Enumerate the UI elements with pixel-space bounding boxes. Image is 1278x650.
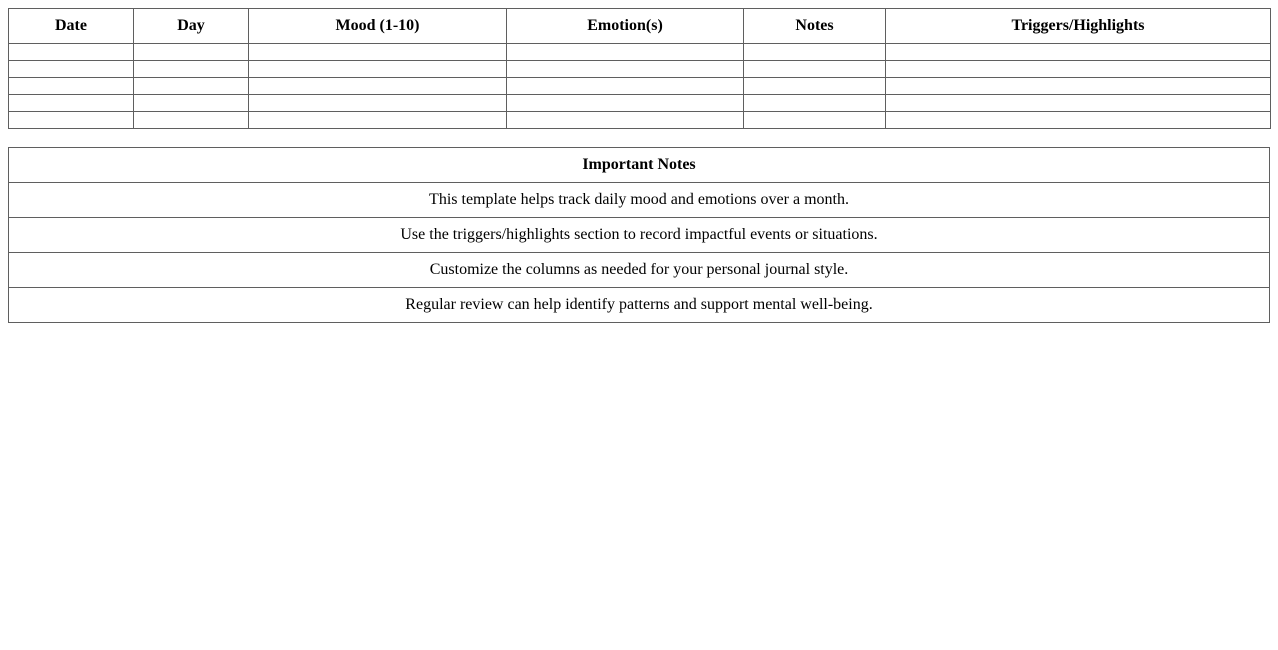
cell-notes[interactable] (744, 78, 886, 95)
note-text: Regular review can help identify patterns and support mental well-being. (9, 288, 1270, 323)
table-row (9, 112, 1271, 129)
cell-day[interactable] (134, 112, 249, 129)
important-notes-table (8, 147, 1270, 323)
note-text: Customize the columns as needed for your personal journal style. (9, 253, 1270, 288)
column-header-triggers: Triggers/Highlights (886, 9, 1271, 44)
column-header-notes: Notes (744, 9, 886, 44)
cell-mood[interactable] (249, 95, 507, 112)
column-header-mood: Mood (1-10) (249, 9, 507, 44)
cell-emotions[interactable] (507, 44, 744, 61)
cell-day[interactable] (134, 61, 249, 78)
notes-title: Important Notes (9, 148, 1270, 183)
cell-triggers[interactable] (886, 112, 1271, 129)
cell-date[interactable] (9, 95, 134, 112)
column-header-date: Date (9, 9, 134, 44)
table-row (9, 44, 1271, 61)
cell-triggers[interactable] (886, 95, 1271, 112)
cell-notes[interactable] (744, 95, 886, 112)
table-row (9, 78, 1271, 95)
cell-date[interactable] (9, 112, 134, 129)
cell-triggers[interactable] (886, 61, 1271, 78)
cell-day[interactable] (134, 44, 249, 61)
cell-date[interactable] (9, 78, 134, 95)
cell-notes[interactable] (744, 112, 886, 129)
tracker-header-row (9, 9, 1271, 44)
list-item (9, 253, 1270, 288)
list-item (9, 288, 1270, 323)
cell-triggers[interactable] (886, 78, 1271, 95)
notes-header-row (9, 148, 1270, 183)
cell-emotions[interactable] (507, 95, 744, 112)
cell-notes[interactable] (744, 61, 886, 78)
cell-emotions[interactable] (507, 112, 744, 129)
table-row (9, 61, 1271, 78)
cell-date[interactable] (9, 44, 134, 61)
cell-date[interactable] (9, 61, 134, 78)
cell-emotions[interactable] (507, 61, 744, 78)
cell-day[interactable] (134, 78, 249, 95)
mood-tracker-table (8, 8, 1271, 129)
list-item (9, 218, 1270, 253)
list-item (9, 183, 1270, 218)
cell-triggers[interactable] (886, 44, 1271, 61)
table-row (9, 95, 1271, 112)
cell-mood[interactable] (249, 78, 507, 95)
cell-mood[interactable] (249, 61, 507, 78)
column-header-emotions: Emotion(s) (507, 9, 744, 44)
cell-mood[interactable] (249, 44, 507, 61)
cell-mood[interactable] (249, 112, 507, 129)
cell-day[interactable] (134, 95, 249, 112)
cell-emotions[interactable] (507, 78, 744, 95)
note-text: This template helps track daily mood and emotions over a month. (9, 183, 1270, 218)
cell-notes[interactable] (744, 44, 886, 61)
column-header-day: Day (134, 9, 249, 44)
note-text: Use the triggers/highlights section to record impactful events or situations. (9, 218, 1270, 253)
